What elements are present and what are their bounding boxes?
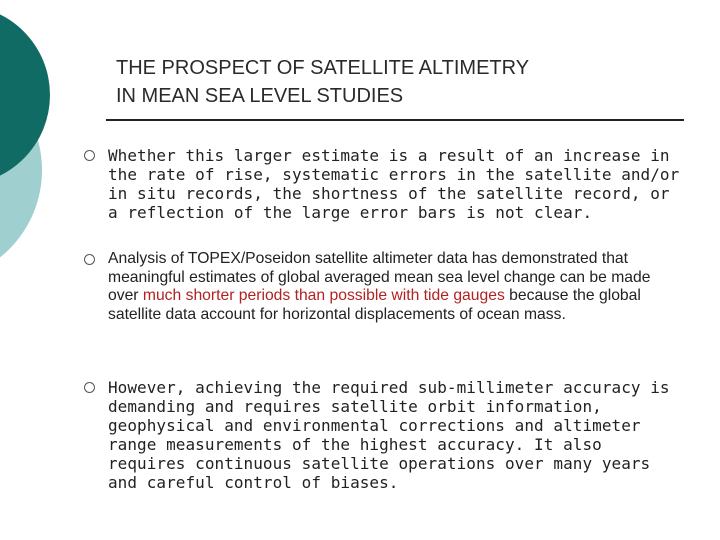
title-line-2: IN MEAN SEA LEVEL STUDIES bbox=[116, 85, 404, 107]
bullet-text-3: However, achieving the required sub-millimeter accuracy is demanding and requires satellite orbit information, geophysical and environmental corrections and altimeter range measurements of the highest accuracy. It also requires continuous satellite operations over many years and careful control of biases. bbox=[108, 378, 670, 492]
decorative-circles bbox=[0, 0, 80, 300]
bullet-text-2-before: Analysis of TOPEX/Poseidon satellite altimeter data has demonstrated that meaningful estimates of global averaged mean sea level change can be made over bbox=[108, 250, 651, 305]
title-line-1: THE PROSPECT OF SATELLITE ALTIMETRY bbox=[116, 57, 530, 79]
bullet-text-1: Whether this larger estimate is a result of an increase in the rate of rise, systematic errors in the satellite and/or in situ records, the shortness of the satellite record, or a reflection of the large error bars is not clear. bbox=[108, 146, 680, 222]
hollow-circle-bullet-icon bbox=[84, 382, 95, 393]
bullet-text-2 bbox=[108, 250, 684, 324]
bullet-text-2-after: because the global satellite data account for horizontal displacements of ocean mass. bbox=[108, 287, 641, 323]
slide-title bbox=[116, 54, 676, 110]
bullet-text-2-highlight: much shorter periods than possible with tide gauges bbox=[142, 287, 505, 305]
hollow-circle-bullet-icon bbox=[84, 254, 95, 265]
title-divider bbox=[106, 119, 684, 121]
hollow-circle-bullet-icon bbox=[84, 150, 95, 161]
